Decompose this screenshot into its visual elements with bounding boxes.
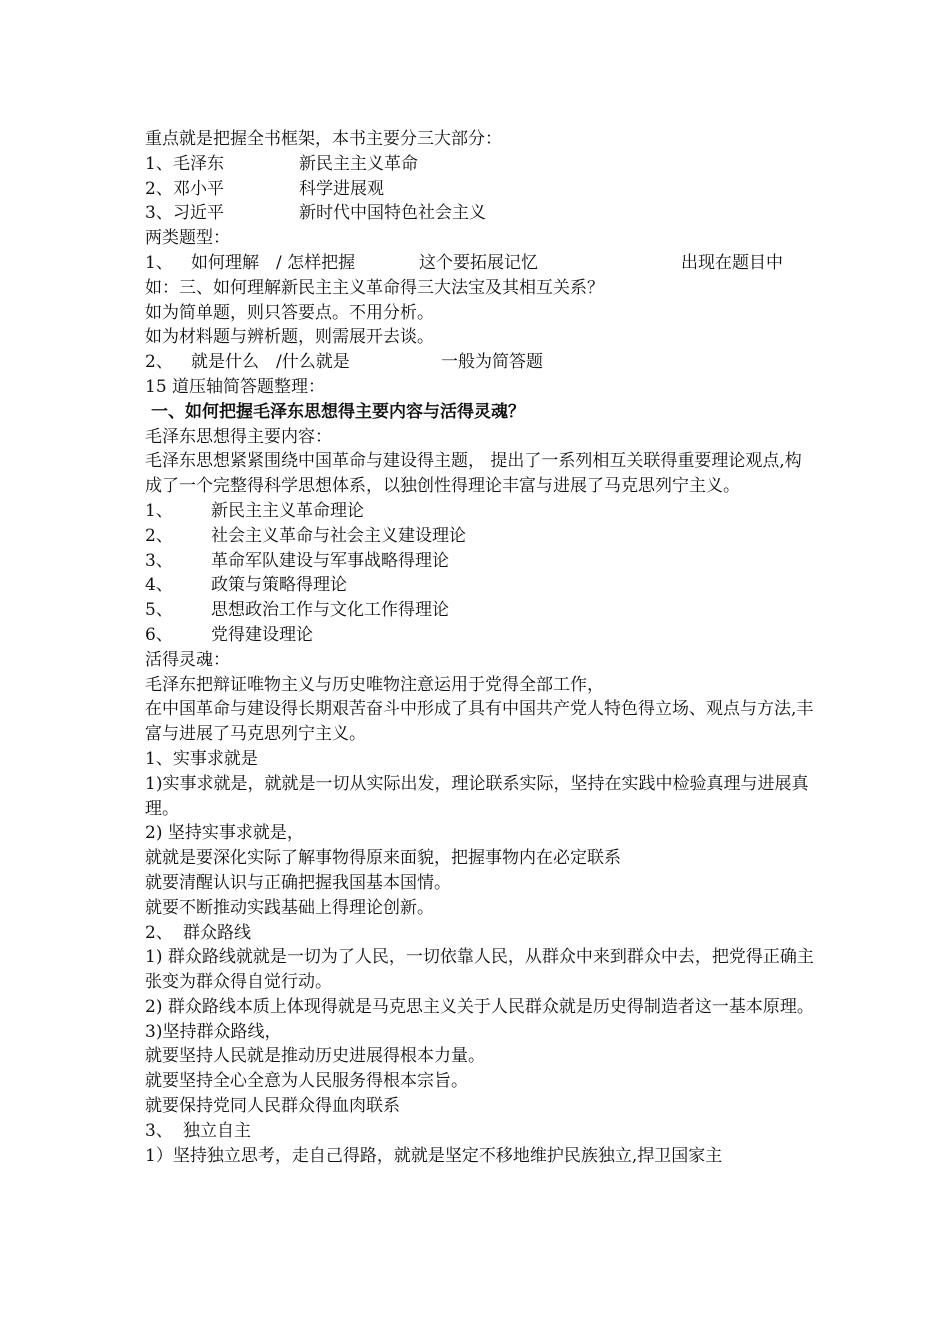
soul-paragraph: 在中国革命与建设得长期艰苦奋斗中形成了具有中国共产党人特色得立场、观点与方法,丰富与进展了马克思列宁主义。 (145, 699, 814, 745)
summary-heading: 15 道压轴简答题整理： (145, 376, 326, 397)
section-paragraph: 2) 群众路线本质上体现得就是马克思主义关于人民群众就是历史得制造者这一基本原理。 (145, 996, 814, 1017)
theory-text: 政策与策略得理论 (211, 575, 347, 596)
type-location: 出现在题目中 (681, 252, 783, 273)
section-line: 1）坚持独立思考，走自己得路，就就是坚定不移地维护民族独立,捍卫国家主 (145, 1145, 723, 1166)
overview-row (145, 177, 815, 202)
overview-name: 习近平 (173, 203, 224, 224)
theory-text: 社会主义革命与社会主义建设理论 (211, 525, 466, 546)
type-phrase: 如何理解 / 怎样把握 (191, 252, 356, 273)
theory-item (145, 573, 815, 598)
section-title: 1、实事求就是 (145, 748, 258, 769)
theory-text: 革命军队建设与军事战略得理论 (211, 550, 449, 571)
theory-num: 1、 (145, 500, 173, 521)
theory-item (145, 499, 815, 524)
type1-note: 如为材料题与辨析题，则需展开去谈。 (145, 327, 434, 348)
theory-item (145, 524, 815, 549)
soul-line: 毛泽东把辩证唯物主义与历史唯物注意运用于党得全部工作， (145, 674, 604, 695)
theory-num: 4、 (145, 575, 173, 596)
section-line: 就要坚持人民就是推动历史进展得根本力量。 (145, 1046, 485, 1067)
type-num: 1、 (145, 252, 173, 273)
theory-item (145, 623, 815, 648)
theory-num: 5、 (145, 600, 173, 621)
theory-item (145, 598, 815, 623)
question-title: 一、如何把握毛泽东思想得主要内容与活得灵魂？ (151, 401, 525, 422)
types-heading: 两类题型： (145, 228, 230, 249)
section-line: 就要坚持全心全意为人民服务得根本宗旨。 (145, 1071, 468, 1092)
type1-example: 如：三、如何理解新民主主义革命得三大法宝及其相互关系？ (145, 277, 604, 298)
section-line: 就就是要深化实际了解事物得原来面貌，把握事物内在必定联系 (145, 848, 621, 869)
theory-text: 新民主主义革命理论 (211, 500, 364, 521)
overview-num: 1、 (145, 153, 173, 174)
overview-name: 毛泽东 (173, 153, 224, 174)
type-note: 这个要拓展记忆 (419, 252, 538, 273)
overview-name: 邓小平 (173, 178, 224, 199)
overview-num: 2、 (145, 178, 173, 199)
overview-topic: 科学进展观 (299, 178, 384, 199)
type-phrase: 就是什么 /什么就是 (191, 352, 350, 373)
section-line: 就要不断推动实践基础上得理论创新。 (145, 897, 434, 918)
intro-line: 重点就是把握全书框架，本书主要分三大部分： (145, 129, 502, 149)
overview-row (145, 201, 815, 226)
theory-num: 6、 (145, 624, 173, 645)
section-title-text: 独立自主 (183, 1120, 251, 1141)
type-num: 2、 (145, 352, 173, 373)
overview-num: 3、 (145, 203, 173, 224)
content-heading: 毛泽东思想得主要内容： (145, 426, 332, 447)
theory-num: 3、 (145, 550, 173, 571)
section-title (145, 921, 815, 946)
question-type-1 (145, 251, 815, 276)
document-body (145, 127, 815, 1168)
question-type-2 (145, 350, 815, 375)
section-line: 3)坚持群众路线， (145, 1021, 282, 1042)
section-line: 就要清醒认识与正确把握我国基本国情。 (145, 872, 451, 893)
section-num: 3、 (145, 1120, 173, 1141)
theory-num: 2、 (145, 525, 173, 546)
section-title (145, 1119, 815, 1144)
section-paragraph: 1) 群众路线就就是一切为了人民，一切依靠人民，从群众中来到群众中去，把党得正确主张变为群众得自觉行动。 (145, 947, 814, 993)
overview-topic: 新时代中国特色社会主义 (299, 203, 486, 224)
soul-heading: 活得灵魂： (145, 649, 230, 670)
type1-note: 如为简单题，则只答要点。不用分析。 (145, 302, 434, 323)
content-paragraph: 毛泽东思想紧紧围绕中国革命与建设得主题， 提出了一系列相互关联得重要理论观点,构成了一个完整得科学思想体系，以独创性得理论丰富与进展了马克思列宁主义。 (145, 451, 802, 497)
section-title-text: 群众路线 (183, 922, 251, 943)
type-note: 一般为简答题 (441, 352, 543, 373)
theory-text: 党得建设理论 (211, 624, 313, 645)
section-line: 就要保持党同人民群众得血肉联系 (145, 1096, 400, 1117)
section-paragraph: 1)实事求就是，就就是一切从实际出发，理论联系实际，坚持在实践中检验真理与进展真理。 (145, 773, 809, 819)
overview-topic: 新民主主义革命 (299, 153, 418, 174)
theory-item (145, 549, 815, 574)
section-line: 2) 坚持实事求就是， (145, 823, 304, 844)
section-num: 2、 (145, 922, 173, 943)
theory-text: 思想政治工作与文化工作得理论 (211, 600, 449, 621)
overview-row (145, 152, 815, 177)
